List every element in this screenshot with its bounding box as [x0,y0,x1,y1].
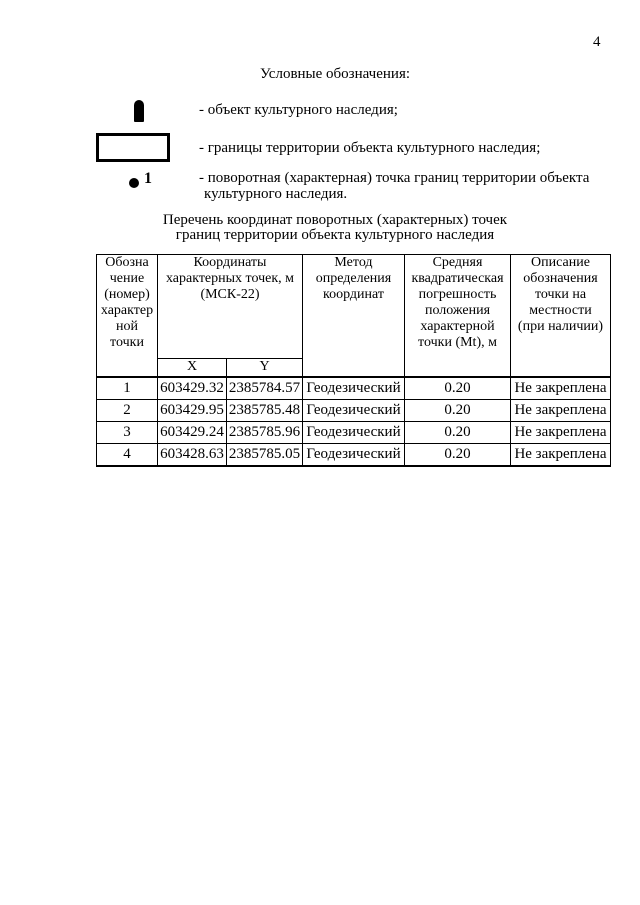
cell-method: Геодезический [303,443,405,466]
cell-method: Геодезический [303,377,405,400]
header-coordinates: Координаты характерных точек, м (МСК-22) [158,255,303,359]
header-y: Y [227,359,303,377]
cell-x: 603429.32 [158,377,227,400]
cell-x: 603429.24 [158,421,227,443]
cell-y: 2385785.96 [227,421,303,443]
legend-item-label: - поворотная (характерная) точка границ территории объекта [199,170,590,186]
cell-method: Геодезический [303,421,405,443]
cell-y: 2385784.57 [227,377,303,400]
legend-item-label: - объект культурного наследия; [199,102,398,118]
turning-point-icon [96,170,176,210]
header-designation: Обозна чение (номер) характер ной точки [97,255,158,377]
table-row [97,399,611,421]
legend-title: Условные обозначения: [259,66,411,82]
cell-num: 1 [97,377,158,400]
cell-description: Не закреплена [511,443,611,466]
cell-description: Не закреплена [511,377,611,400]
cell-error: 0.20 [405,421,511,443]
cell-num: 3 [97,421,158,443]
table-row [97,377,611,400]
table-row [97,421,611,443]
header-description: Описание обозначения точки на местности (при наличии) [511,255,611,377]
cell-num: 2 [97,399,158,421]
cell-x: 603429.95 [158,399,227,421]
cell-error: 0.20 [405,443,511,466]
cell-y: 2385785.48 [227,399,303,421]
table-row [97,443,611,466]
coordinates-table [96,254,611,467]
cell-error: 0.20 [405,377,511,400]
header-error: Средняя квадратическая погрешность положения характерной точки (Mt), м [405,255,511,377]
cell-x: 603428.63 [158,443,227,466]
cell-error: 0.20 [405,399,511,421]
cell-description: Не закреплена [511,421,611,443]
legend-item-label: - границы территории объекта культурного наследия; [199,140,541,156]
cell-y: 2385785.05 [227,443,303,466]
list-title-line2: границ территории объекта культурного наследия [175,227,495,243]
list-title-line1: Перечень координат поворотных (характерных) точек [162,212,508,228]
coordinates-list-title [0,213,640,243]
header-method: Метод определения координат [303,255,405,377]
cell-description: Не закреплена [511,399,611,421]
cell-num: 4 [97,443,158,466]
cell-method: Геодезический [303,399,405,421]
legend-item-label-continued: культурного наследия. [204,186,348,202]
territory-border-icon [96,133,176,173]
turning-point-label: 1 [144,170,152,187]
header-x: X [158,359,227,377]
page-number: 4 [593,34,601,50]
